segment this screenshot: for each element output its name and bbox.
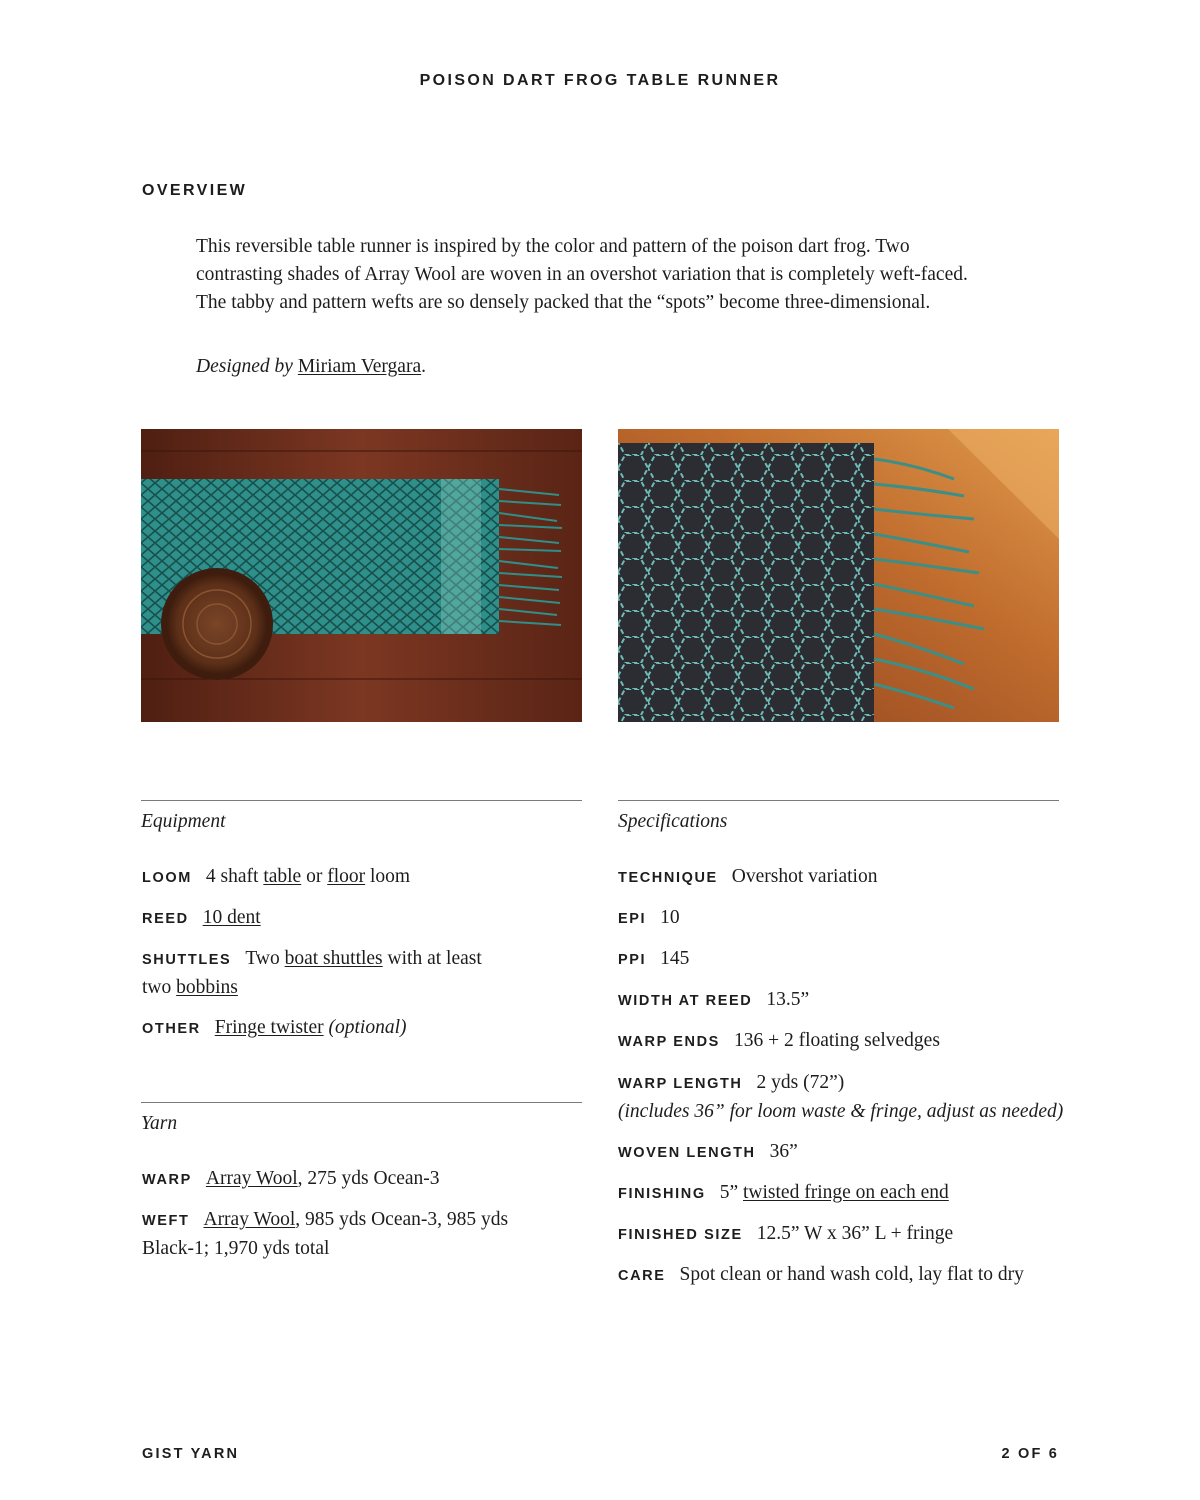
spec-technique: TECHNIQUE Overshot variation: [618, 866, 878, 887]
teal-runner-photo: [141, 429, 582, 722]
yarn-rule: [141, 1102, 582, 1103]
specifications-rule: [618, 800, 1059, 801]
page-title: POISON DART FROG TABLE RUNNER: [419, 72, 781, 89]
spec-finished-size: FINISHED SIZE 12.5” W x 36” L + fringe: [618, 1223, 954, 1244]
designer-credit: Designed by Miriam Vergara.: [196, 356, 426, 377]
weft-yarn-link[interactable]: Array Wool: [203, 1209, 296, 1230]
overview-text: This reversible table runner is inspired by the color and pattern of the poison dart frog. Two contrasting shades of Array Wool are woven in an overshot variation that is completely weft-faced. The tabby and pattern wefts are so densely packed that the “spots” become three-dimensional.: [196, 236, 968, 313]
spec-warp-length: WARP LENGTH 2 yds (72”) (includes 36” for loom waste & fringe, adjust as needed): [618, 1072, 1064, 1122]
reed-link[interactable]: 10 dent: [202, 907, 261, 928]
yarn-heading: Yarn: [141, 1113, 178, 1134]
designer-link[interactable]: Miriam Vergara: [297, 356, 422, 377]
overview-heading: OVERVIEW: [142, 182, 248, 199]
equipment-other: OTHER Fringe twister (optional): [142, 1017, 407, 1038]
spec-ppi: PPI 145: [618, 948, 690, 969]
credit-prefix: Designed by: [196, 356, 293, 377]
boat-shuttles-link[interactable]: boat shuttles: [284, 948, 383, 969]
equipment-loom: LOOM 4 shaft table or floor loom: [142, 866, 411, 887]
warp-yarn-link[interactable]: Array Wool: [205, 1168, 298, 1189]
black-runner-photo: [618, 429, 1059, 722]
equipment-reed: REED 10 dent: [142, 907, 261, 928]
fringe-twister-link[interactable]: Fringe twister: [214, 1017, 324, 1038]
floor-loom-link[interactable]: floor: [327, 866, 366, 887]
equipment-heading: Equipment: [141, 811, 226, 832]
yarn-warp: WARP Array Wool, 275 yds Ocean-3: [142, 1168, 440, 1189]
yarn-weft: WEFT Array Wool, 985 yds Ocean-3, 985 yds Black-1; 1,970 yds total: [142, 1209, 509, 1259]
page-number: 2 OF 6: [1001, 1446, 1059, 1462]
spec-care: CARE Spot clean or hand wash cold, lay flat to dry: [618, 1264, 1024, 1285]
specifications-heading: Specifications: [618, 811, 728, 832]
spec-epi: EPI 10: [618, 907, 680, 928]
equipment-shuttles: SHUTTLES Two boat shuttles with at least two bobbins: [142, 948, 482, 998]
bobbins-link[interactable]: bobbins: [176, 977, 238, 998]
footer-brand: GIST YARN: [142, 1446, 240, 1462]
table-loom-link[interactable]: table: [263, 866, 302, 887]
spec-woven-length: WOVEN LENGTH 36”: [618, 1141, 798, 1162]
twisted-fringe-link[interactable]: twisted fringe on each end: [743, 1182, 949, 1203]
spec-width-at-reed: WIDTH AT REED 13.5”: [618, 989, 810, 1010]
equipment-rule: [141, 800, 582, 801]
spec-finishing: FINISHING 5” twisted fringe on each end: [618, 1182, 949, 1203]
spec-warp-ends: WARP ENDS 136 + 2 floating selvedges: [618, 1030, 940, 1051]
